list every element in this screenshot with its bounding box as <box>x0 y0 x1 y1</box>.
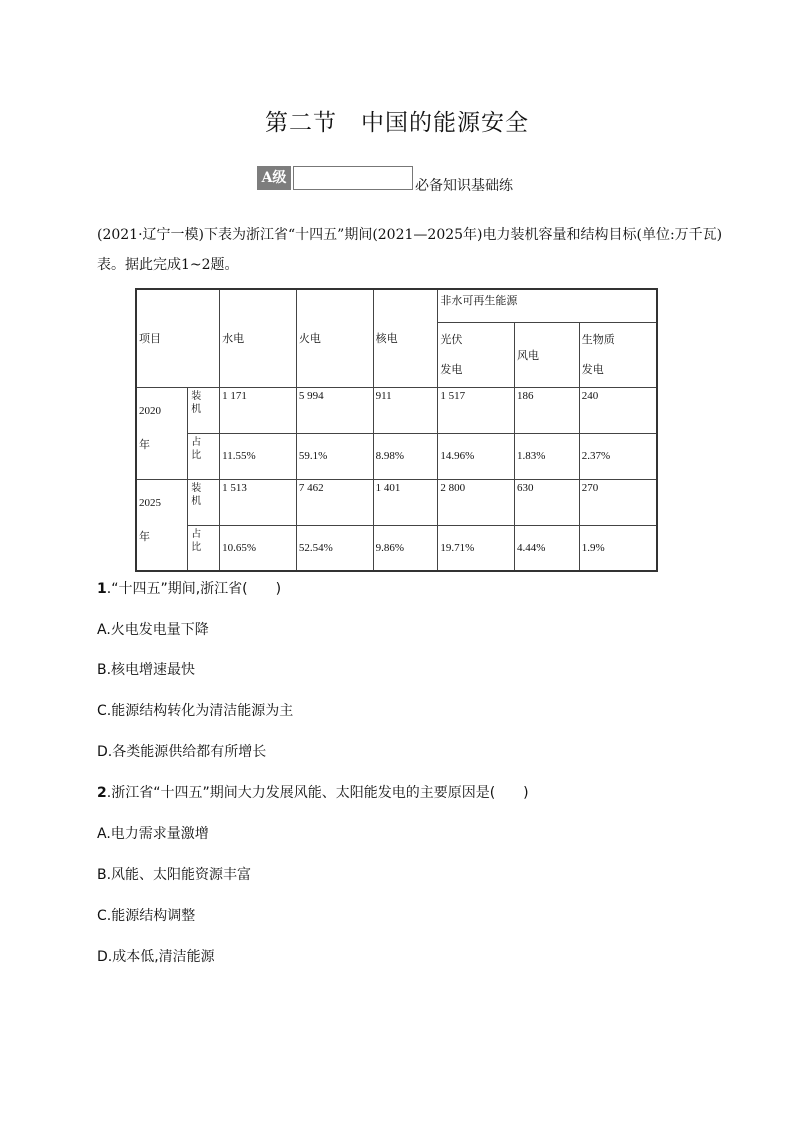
table-cell: 52.54% <box>296 525 373 571</box>
question-1-option-c: C.能源结构转化为清洁能源为主 <box>97 703 294 719</box>
question-2-option-c: C.能源结构调整 <box>97 908 196 924</box>
question-1-option-b: B.核电增速最快 <box>97 662 196 678</box>
table-cell: 14.96% <box>438 433 515 479</box>
table-cell: 1.9% <box>579 525 657 571</box>
level-badge: A级 <box>257 166 291 190</box>
share-label: 占 比 <box>188 525 220 571</box>
table-row <box>136 433 657 479</box>
header-solar: 光伏 发电 <box>438 322 515 387</box>
table-cell: 59.1% <box>296 433 373 479</box>
table-cell: 186 <box>515 387 580 433</box>
table-cell: 1 513 <box>220 479 297 525</box>
table-cell: 1 171 <box>220 387 297 433</box>
table-cell: 270 <box>579 479 657 525</box>
table-row <box>136 525 657 571</box>
share-label: 占 比 <box>188 433 220 479</box>
question-2-option-b: B.风能、太阳能资源丰富 <box>97 867 252 883</box>
question-1-stem: 1.“十四五”期间,浙江省( ) <box>97 581 282 597</box>
table-cell: 1 401 <box>373 479 438 525</box>
table-cell: 9.86% <box>373 525 438 571</box>
header-thermal: 火电 <box>296 289 373 387</box>
question-1-option-a: A.火电发电量下降 <box>97 622 209 638</box>
table-row <box>136 479 657 525</box>
question-2-option-d: D.成本低,清洁能源 <box>97 949 215 965</box>
table-cell: 911 <box>373 387 438 433</box>
capacity-label: 装 机 <box>188 387 220 433</box>
question-1-option-d: D.各类能源供给都有所增长 <box>97 744 267 760</box>
table-cell: 11.55% <box>220 433 297 479</box>
page-title: 第二节 中国的能源安全 <box>265 110 529 136</box>
table-cell: 8.98% <box>373 433 438 479</box>
power-capacity-table <box>135 288 658 572</box>
table-cell: 1.83% <box>515 433 580 479</box>
header-nuclear: 核电 <box>373 289 438 387</box>
header-renewable-group: 非水可再生能源 <box>438 289 657 322</box>
year-2020-cell: 2020 年 <box>136 387 188 479</box>
table-cell: 5 994 <box>296 387 373 433</box>
table-cell: 7 462 <box>296 479 373 525</box>
level-title: 必备知识基础练 <box>415 178 513 194</box>
table-row <box>136 387 657 433</box>
year-2025-cell: 2025 年 <box>136 479 188 571</box>
level-score-box <box>293 166 413 190</box>
header-item: 项目 <box>136 289 220 387</box>
table-cell: 630 <box>515 479 580 525</box>
question-2-stem: 2.浙江省“十四五”期间大力发展风能、太阳能发电的主要原因是( ) <box>97 785 529 801</box>
question-2-option-a: A.电力需求量激增 <box>97 826 209 842</box>
header-biomass: 生物质 发电 <box>579 322 657 387</box>
capacity-label: 装 机 <box>188 479 220 525</box>
table-cell: 10.65% <box>220 525 297 571</box>
table-cell: 2.37% <box>579 433 657 479</box>
header-hydro: 水电 <box>220 289 297 387</box>
table-cell: 19.71% <box>438 525 515 571</box>
table-cell: 1 517 <box>438 387 515 433</box>
header-wind: 风电 <box>515 322 580 387</box>
table-cell: 240 <box>579 387 657 433</box>
table-cell: 2 800 <box>438 479 515 525</box>
table-cell: 4.44% <box>515 525 580 571</box>
intro-text: (2021·辽宁一模)下表为浙江省“十四五”期间(2021—2025年)电力装机容量和结构目标(单位:万千瓦)表。据此完成1~2题。 <box>97 227 723 273</box>
